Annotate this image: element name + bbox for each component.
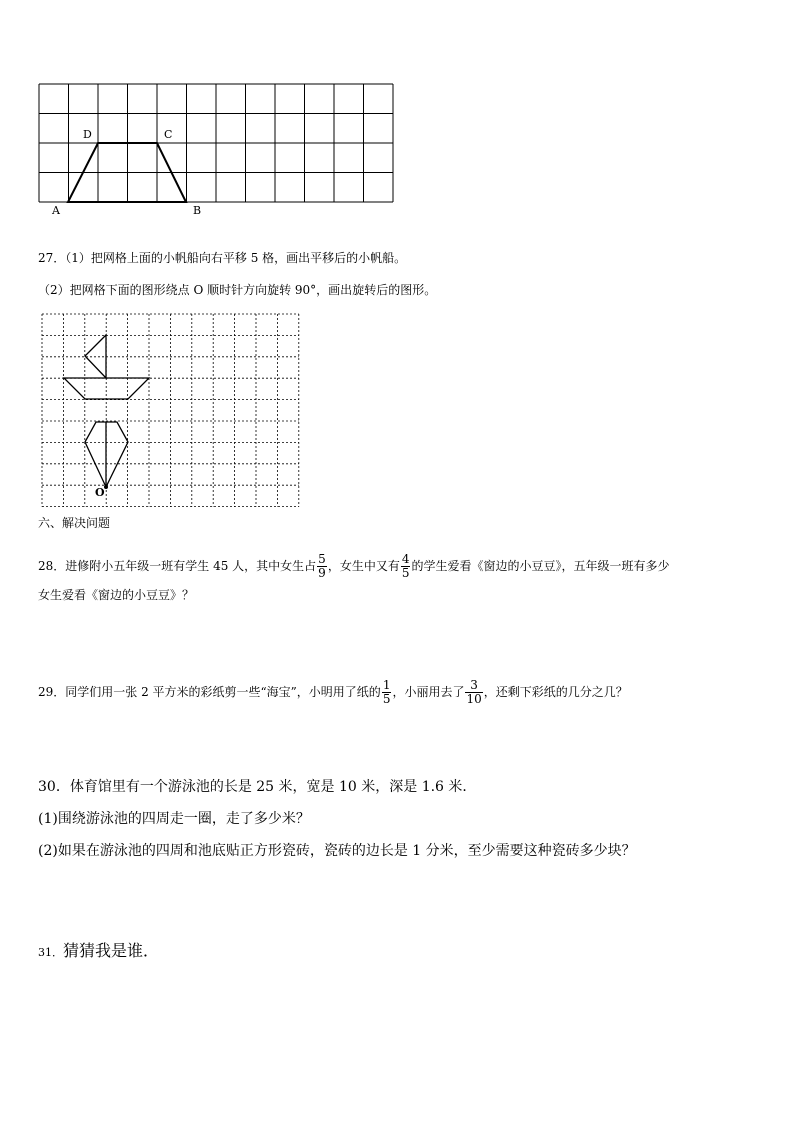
q31-text: 猜猜我是谁．	[63, 941, 160, 960]
point-o-label: O	[95, 486, 105, 499]
q28-text-part2: ，女生中又有	[327, 559, 400, 573]
q29-text-part2: ，小丽用去了	[392, 685, 465, 699]
q28-text-part3: 的学生爱看《窗边的小豆豆》，五年级一班有多少	[411, 559, 670, 573]
q29-fraction-xiaoli	[465, 679, 482, 706]
fraction-denominator: 5	[401, 566, 410, 580]
fraction-numerator: 3	[465, 679, 482, 693]
fraction-numerator: 1	[382, 678, 391, 692]
q29-text-part3: ，还剩下彩纸的几分之几？	[483, 685, 628, 699]
q28-fraction-readers	[401, 553, 411, 580]
vertex-label-b: B	[193, 204, 202, 217]
q30-line1: 30．体育馆里有一个游泳池的长是 25 米，宽是 10 米，深是 1.6 米．	[38, 779, 477, 795]
q28-fraction-girls	[317, 553, 327, 580]
q27-line1: 27．（1）把网格上面的小帆船向右平移 5 格，画出平移后的小帆船。	[38, 251, 407, 265]
q30-line2: (1)围绕游泳池的四周走一圈，走了多少米？	[38, 811, 310, 827]
q31-number: 31．	[38, 946, 63, 959]
q30-line3: (2)如果在游泳池的四周和池底贴正方形瓷砖，瓷砖的边长是 1 分米，至少需要这种瓷砖多少块？	[38, 843, 636, 859]
fraction-numerator: 5	[318, 552, 326, 566]
fraction-denominator: 5	[382, 692, 391, 706]
q31-line	[38, 943, 159, 961]
q27-line2: （2）把网格下面的图形绕点 O 顺时针方向旋转 90°，画出旋转后的图形。	[38, 283, 437, 297]
q28-line1	[38, 553, 669, 580]
q28-text-part1: 28．进修附小五年级一班有学生 45 人，其中女生占	[38, 559, 317, 573]
vertex-label-d: D	[83, 128, 92, 141]
fraction-denominator: 10	[466, 692, 482, 706]
q29-line	[38, 679, 628, 706]
fraction-denominator: 9	[318, 566, 326, 580]
q29-text-part1: 29．同学们用一张 2 平方米的彩纸剪一些“海宝”，小明用了纸的	[38, 685, 381, 699]
q29-fraction-xiaoming	[382, 679, 392, 706]
fraction-numerator: 4	[401, 552, 410, 566]
q28-line2: 女生爱看《窗边的小豆豆》？	[38, 588, 195, 602]
vertex-label-a: A	[52, 204, 60, 217]
section-title: 六、解决问题	[38, 516, 111, 530]
vertex-label-c: C	[164, 128, 173, 141]
